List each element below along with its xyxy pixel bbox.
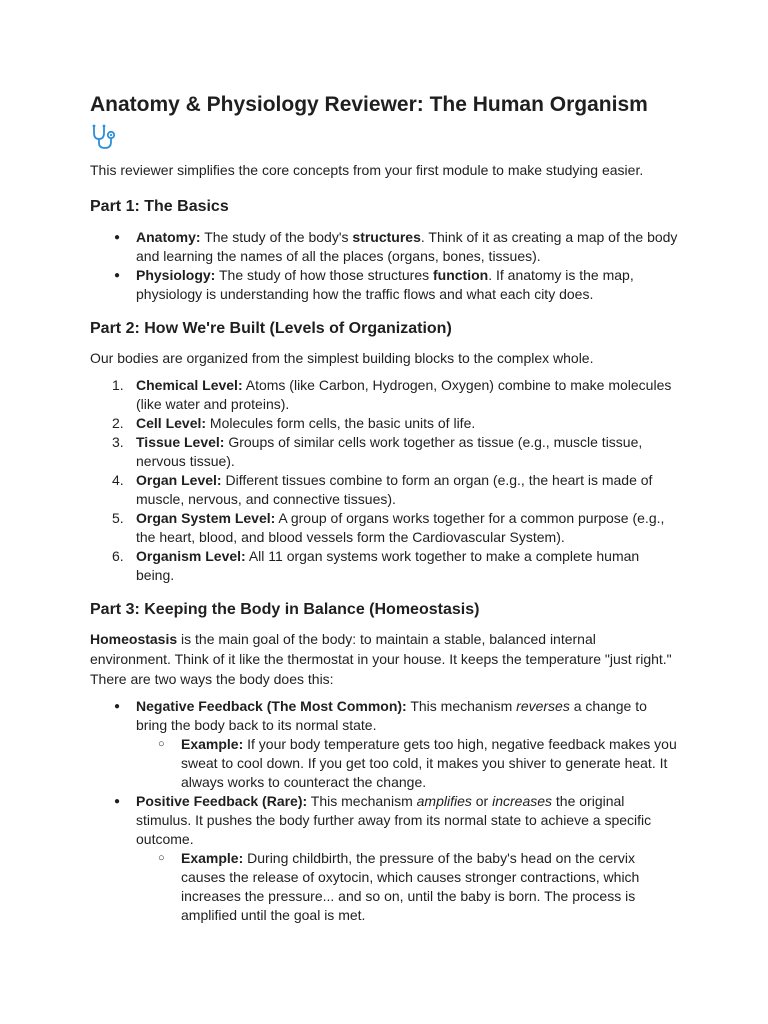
item-number: 4. <box>112 472 124 488</box>
item-text: This mechanism <box>406 698 517 714</box>
list-item <box>90 376 680 414</box>
item-italic: increases <box>492 793 553 809</box>
item-text: This mechanism <box>307 793 417 809</box>
example-text: During childbirth, the pressure of the baby's head on the cervix causes the release of oxytocin, which causes stronger contractions, which increases the pressure... and so on, until the baby is born. The process is amplified until the goal is met. <box>181 850 640 923</box>
list-item <box>90 414 680 433</box>
item-emphasis: function <box>433 267 489 283</box>
level-text: Different tissues combine to form an organ (e.g., the heart is made of muscle, nervous, and connective tissues). <box>136 472 653 507</box>
item-number: 5. <box>112 510 124 526</box>
level-text: All 11 organ systems work together to make a complete human being. <box>136 548 640 583</box>
part3-heading: Part 3: Keeping the Body in Balance (Homeostasis) <box>90 601 480 618</box>
item-text: a change to bring the body back to its normal state. <box>136 698 647 733</box>
part2-intro: Our bodies are organized from the simplest building blocks to the complex whole. <box>90 350 594 366</box>
feedback-list <box>90 697 680 925</box>
item-text: or <box>471 793 493 809</box>
basics-list <box>90 228 680 304</box>
level-term: Organism Level: <box>136 548 246 564</box>
two-ways-paragraph: There are two ways the body does this: <box>90 671 334 687</box>
positive-sub-list <box>136 849 680 925</box>
level-term: Chemical Level: <box>136 377 243 393</box>
list-item <box>90 547 680 585</box>
homeostasis-paragraph <box>90 629 680 669</box>
level-text: Atoms (like Carbon, Hydrogen, Oxygen) combine to make molecules (like water and proteins). <box>136 377 672 412</box>
item-number: 2. <box>112 415 124 431</box>
level-term: Organ System Level: <box>136 510 276 526</box>
sub-list-item <box>136 849 680 925</box>
level-text: Groups of similar cells work together as tissue (e.g., muscle tissue, nervous tissue). <box>136 434 643 469</box>
homeostasis-term: Homeostasis <box>90 631 178 647</box>
level-text: A group of organs works together for a common purpose (e.g., the heart, blood, and blood vessels form the Cardiovascular System). <box>136 510 665 545</box>
item-italic: reverses <box>516 698 570 714</box>
item-text: the original stimulus. It pushes the body further away from its normal state to achieve a specific outcome. <box>136 793 652 847</box>
document-title: Anatomy & Physiology Reviewer: The Human Organism <box>90 93 648 116</box>
term-physiology: Physiology: <box>136 267 216 283</box>
intro-paragraph: This reviewer simplifies the core concepts from your first module to make studying easier. <box>90 162 644 178</box>
list-item <box>90 697 680 792</box>
item-number: 6. <box>112 548 124 564</box>
item-text: . If anatomy is the map, physiology is understanding how the traffic flows and what each city does. <box>136 267 634 302</box>
part2-heading: Part 2: How We're Built (Levels of Organization) <box>90 320 452 337</box>
negative-sub-list <box>136 735 680 792</box>
list-item <box>90 471 680 509</box>
list-item <box>90 792 680 925</box>
item-number: 1. <box>112 377 124 393</box>
list-item <box>90 509 680 547</box>
example-term: Example: <box>181 736 244 752</box>
level-text: Molecules form cells, the basic units of life. <box>206 415 476 431</box>
term-positive-feedback: Positive Feedback (Rare): <box>136 793 308 809</box>
list-item <box>90 228 680 266</box>
item-number: 3. <box>112 434 124 450</box>
levels-list <box>90 376 680 585</box>
stethoscope-icon <box>90 124 120 150</box>
part1-heading: Part 1: The Basics <box>90 198 229 215</box>
term-negative-feedback: Negative Feedback (The Most Common): <box>136 698 407 714</box>
sub-list-item <box>136 735 680 792</box>
item-text: The study of the body's <box>200 229 353 245</box>
homeostasis-text: is the main goal of the body: to maintain a stable, balanced internal environment. Think of it like the thermostat in your house. It keeps the temperature "just right." <box>90 631 672 667</box>
item-text: . Think of it as creating a map of the body and learning the names of all the places (organs, bones, tissues). <box>136 229 678 264</box>
list-item <box>90 266 680 304</box>
list-item <box>90 433 680 471</box>
level-term: Cell Level: <box>136 415 207 431</box>
example-text: If your body temperature gets too high, negative feedback makes you sweat to cool down. If you get too cold, it makes you shiver to generate heat. It always works to counteract the change. <box>181 736 677 790</box>
item-text: The study of how those structures <box>215 267 433 283</box>
example-term: Example: <box>181 850 244 866</box>
item-italic: amplifies <box>416 793 472 809</box>
level-term: Tissue Level: <box>136 434 225 450</box>
level-term: Organ Level: <box>136 472 222 488</box>
item-emphasis: structures <box>352 229 421 245</box>
term-anatomy: Anatomy: <box>136 229 201 245</box>
